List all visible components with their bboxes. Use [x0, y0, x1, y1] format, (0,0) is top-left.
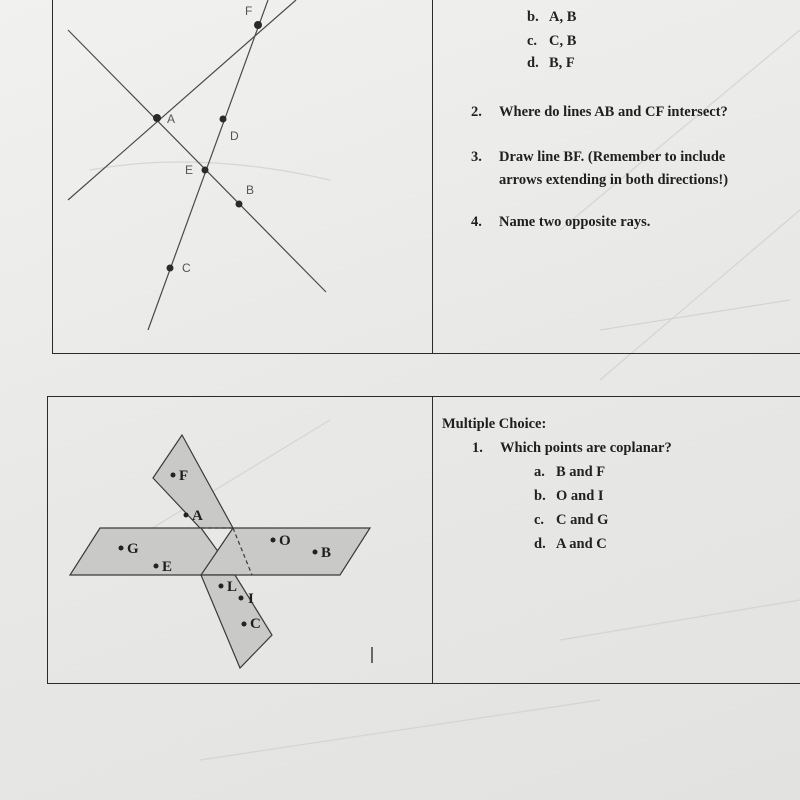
mc-choice-b: b. O and I: [534, 488, 604, 504]
label-e: E: [185, 163, 194, 177]
label-d: D: [230, 129, 239, 143]
label-i: I: [248, 591, 254, 607]
question-2: 2. Where do lines AB and CF intersect?: [471, 104, 728, 120]
mc-choice-d: d. A and C: [534, 536, 607, 552]
point-g: [119, 546, 124, 551]
point-o: [271, 538, 276, 543]
label-b: B: [321, 545, 332, 561]
point-b: [313, 550, 318, 555]
label-a: A: [192, 508, 203, 524]
point-a: [184, 513, 189, 518]
label-o: O: [279, 533, 291, 549]
point-e: [154, 564, 159, 569]
label-f: F: [245, 4, 253, 18]
mc-question-1: 1. Which points are coplanar?: [472, 440, 672, 456]
label-c: C: [182, 261, 191, 275]
label-l: L: [227, 579, 238, 595]
mc-choice-a: a. B and F: [534, 464, 606, 480]
point-c: [242, 622, 247, 627]
label-c: C: [250, 616, 261, 632]
point-f: [171, 473, 176, 478]
top-choice-c: c. C, B: [527, 33, 577, 49]
mc-choice-c: c. C and G: [534, 512, 609, 528]
label-f: F: [179, 468, 189, 484]
point-i: [239, 596, 244, 601]
question-4: 4. Name two opposite rays.: [471, 214, 651, 230]
point-l: [219, 584, 224, 589]
label-a: A: [167, 112, 176, 126]
label-e: E: [162, 559, 173, 575]
multiple-choice-heading: Multiple Choice:: [442, 416, 547, 432]
top-choice-d: d. B, F: [527, 55, 575, 71]
question-3: 3. Draw line BF. (Remember to include: [471, 149, 726, 165]
label-g: G: [127, 541, 139, 557]
label-b: B: [246, 183, 255, 197]
top-choice-b: b. A, B: [527, 9, 577, 25]
question-3-line-2: arrows extending in both directions!): [499, 172, 729, 188]
